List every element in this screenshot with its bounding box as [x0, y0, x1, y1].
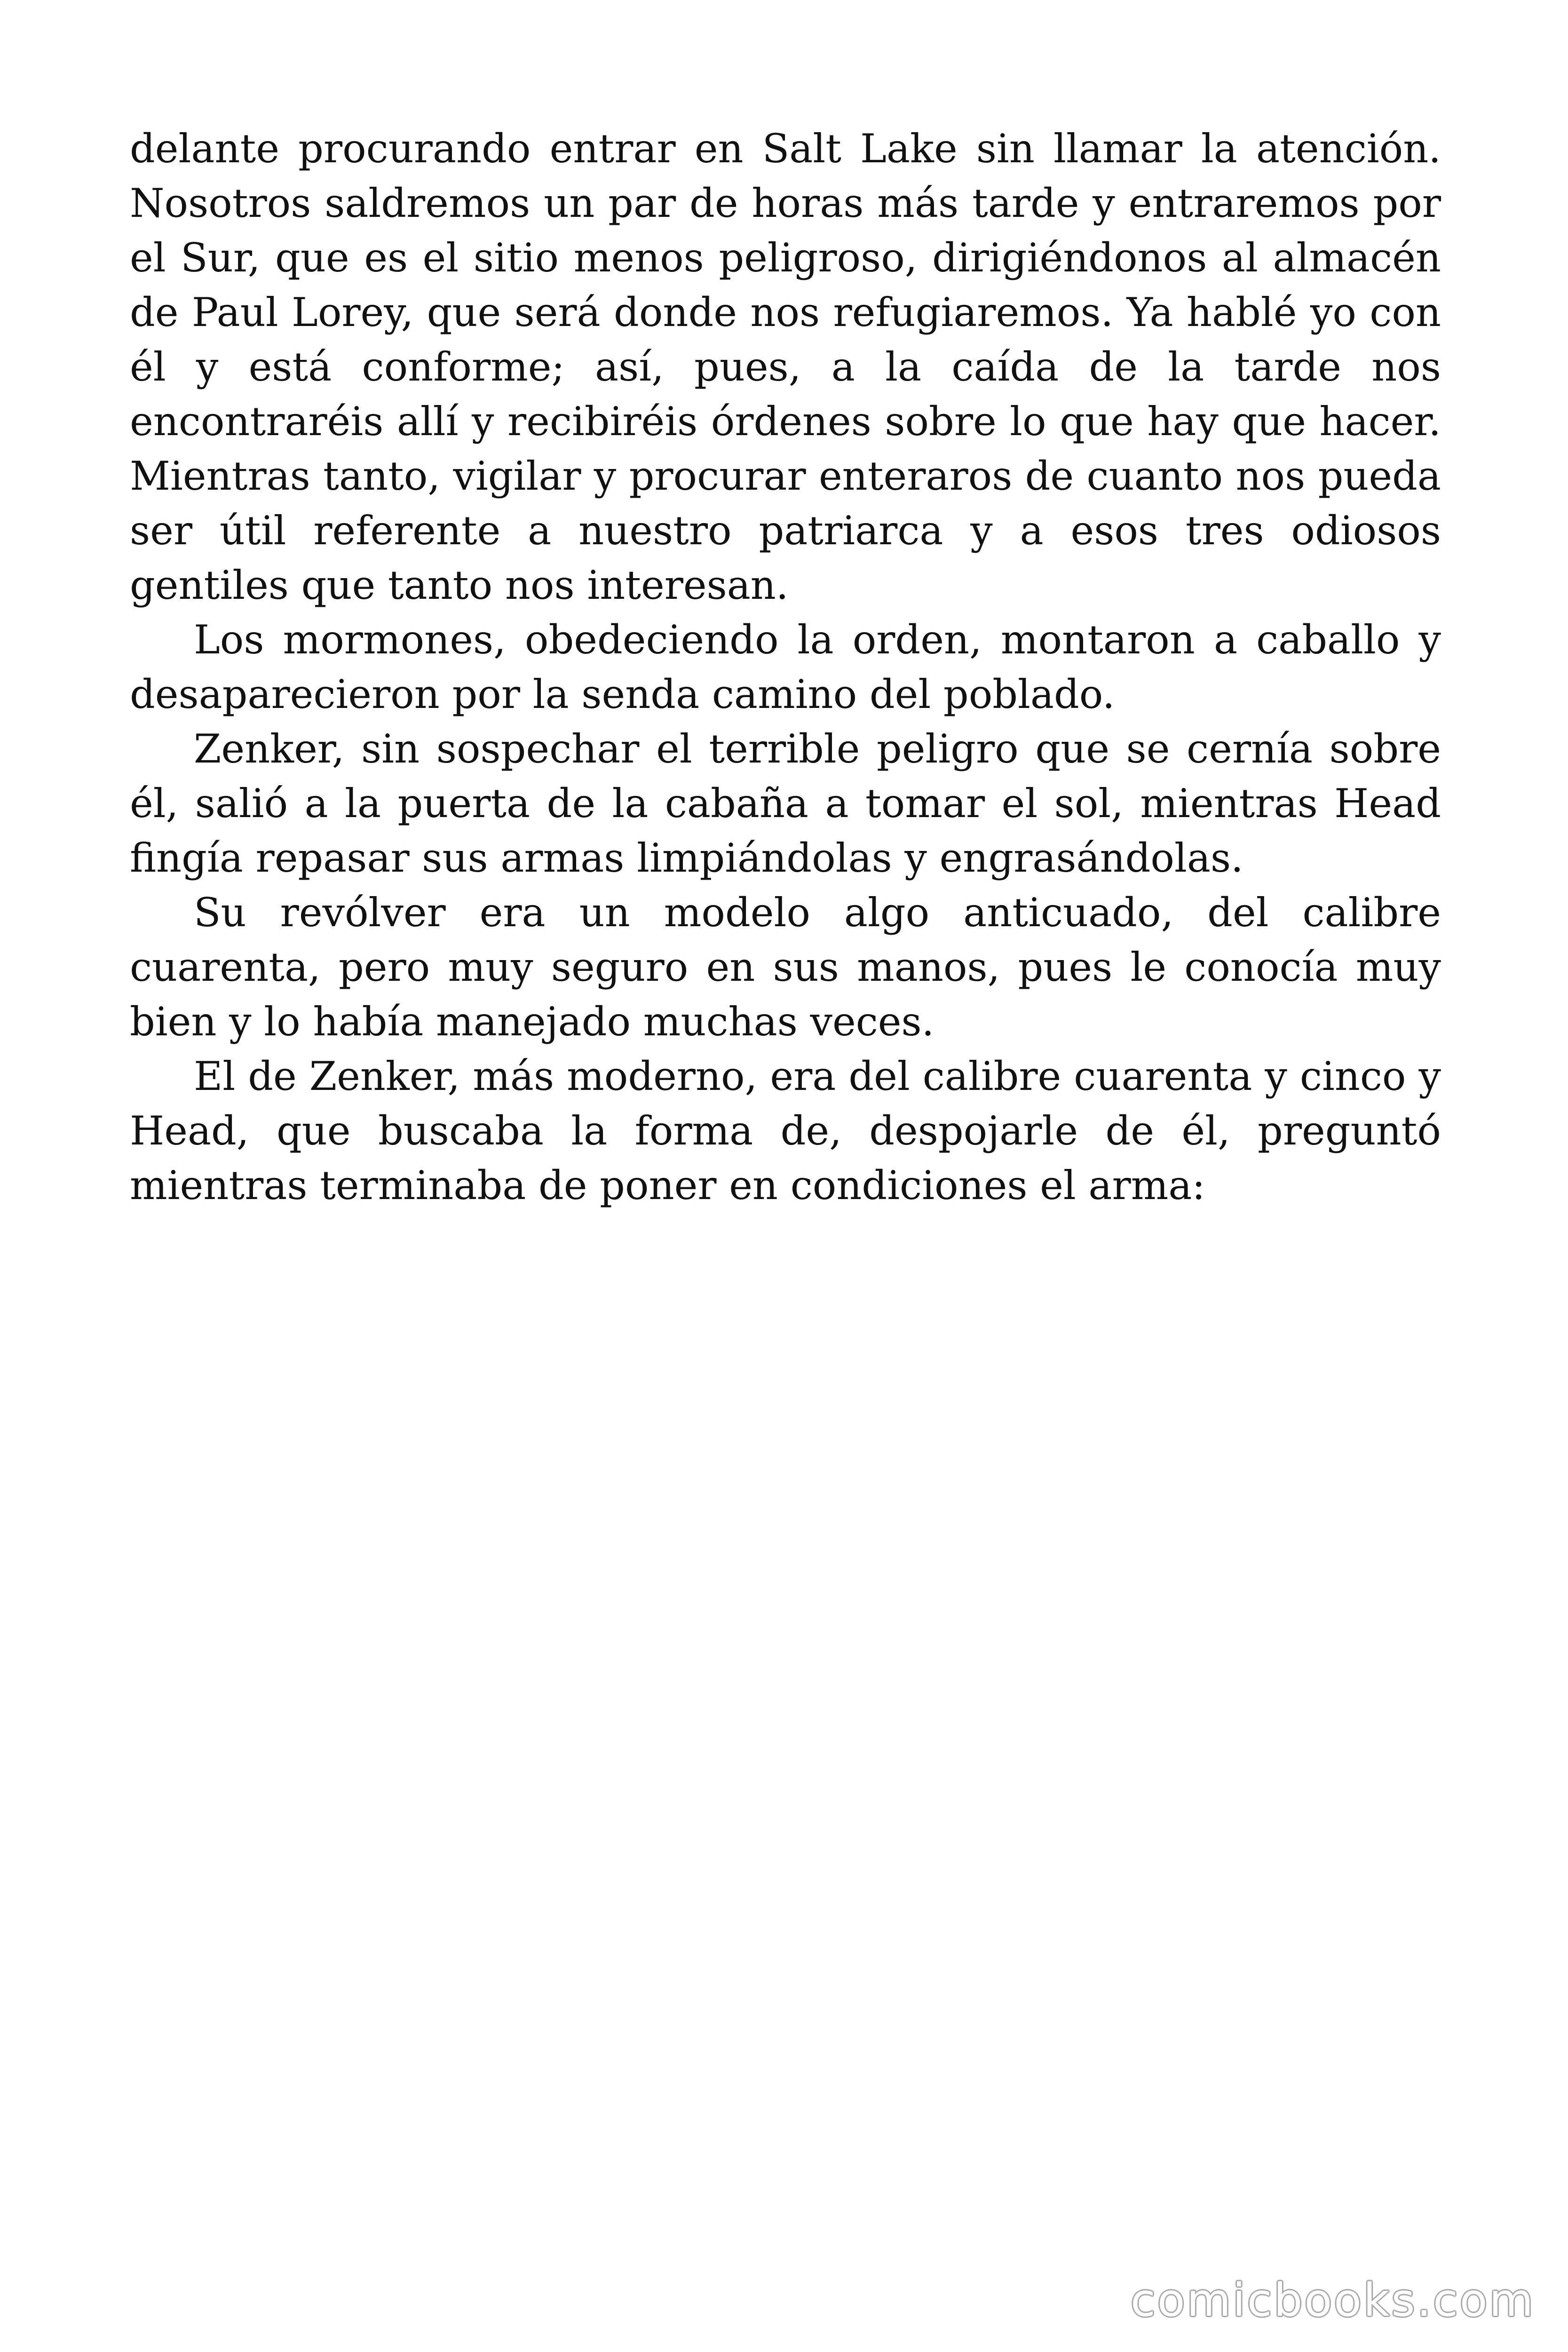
paragraph: Zenker, sin sospechar el terrible peligro que se cernía sobre él, salió a la puerta de la cabaña a tomar el sol, mientras Head fingía repasar sus armas limpiándolas y engrasándolas.: [130, 726, 1441, 881]
paragraph: El de Zenker, más moderno, era del calibre cuarenta y cinco y Head, que buscaba la forma de, despojarle de él, preguntó mientras terminaba de poner en condiciones el arma:: [130, 1053, 1441, 1208]
paragraph-continued: delante procurando entrar en Salt Lake sin llamar la atención. Nosotros saldremos un par de horas más tarde y entraremos por el Sur, que es el sitio menos peligroso, dirigiéndonos al almacén de Paul Lorey, que será donde nos refugiaremos. Ya hablé yo con él y está conforme; así, pues, a la caída de la tarde nos encontraréis allí y recibiréis órdenes sobre lo que hay que hacer. Mientras tanto, vigilar y procurar enteraros de cuanto nos pueda ser útil referente a nuestro patriarca y a esos tres odiosos gentiles que tanto nos interesan.: [130, 126, 1441, 608]
watermark-logo: comicbooks.com: [1130, 2274, 1535, 2327]
paragraph: Su revólver era un modelo algo anticuado, del calibre cuarenta, pero muy seguro en sus manos, pues le conocía muy bien y lo había manejado muchas veces.: [130, 890, 1441, 1045]
body-text: [130, 121, 1441, 1213]
paragraph: Los mormones, obedeciendo la orden, montaron a caballo y desaparecieron por la senda camino del poblado.: [130, 617, 1441, 717]
